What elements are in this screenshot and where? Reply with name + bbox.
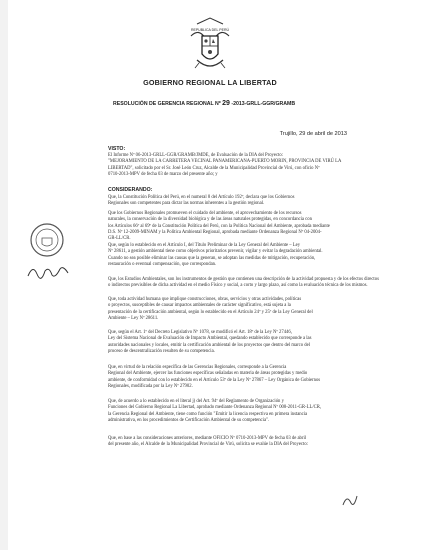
paragraph-line: Regionales, modificada por la Ley Nº 27902.: [108, 383, 193, 389]
paragraph-line: los Artículos 66º al 69º de la Constitución Política del Perú, con la Política Nacional del Ambiente, aprobada mediante: [108, 223, 330, 229]
paragraph-line: ambiente, de conformidad con lo establecido en el Artículo 53º de la Ley Nº 27867 – Ley Orgánica de Gobiernos: [108, 377, 321, 383]
body-paragraph: [108, 153, 354, 178]
resolution-prefix: RESOLUCIÓN DE GERENCIA REGIONAL Nº: [113, 101, 221, 107]
paragraph-line: restauración o eventual compensación, que correspondan.: [108, 261, 217, 267]
body-paragraph: [108, 211, 354, 242]
paragraph-line: LIBERTAD", solicitado por el Sr. José León Cruz, Alcalde de la Municipalidad Provincial de Virú, con oficio Nº: [108, 165, 320, 171]
resolution-line: [113, 100, 333, 107]
paragraph-line: Que, la Constitución Política del Perú, en el numeral 8 del Artículo 192º, declara que los Gobiernos: [108, 195, 295, 200]
paragraph-line: administrativa, en los procedimientos de Certificación Ambiental de su competencia".: [108, 417, 270, 423]
page-title: GOBIERNO REGIONAL LA LIBERTAD: [143, 78, 277, 87]
paragraph-line: Que los Gobiernos Regionales promueven el cuidado del ambiente, el aprovechamiento de los recursos: [108, 211, 302, 216]
paragraph-line: o proyectos, susceptibles de causar impactos ambientales de carácter significativo, está sujeta a la: [108, 303, 291, 309]
paragraph-line: El Informe Nº 06-2013-GRLL-GGR/GRAMB/JMDE, de Evaluación de la DIA del Proyecto:: [108, 153, 283, 158]
paragraph-line: Regionales son competentes para dictar las normas inherentes a la gestión regional.: [108, 201, 265, 207]
paragraph-line: autoridades nacionales y locales, emitir la certificación ambiental de los proyectos que dentro del marco del: [108, 342, 311, 348]
paragraph-line: Ley del Sistema Nacional de Evaluación de Impacto Ambiental, quedando establecido que corresponde a las: [108, 336, 312, 342]
body-paragraph: [108, 365, 354, 390]
paragraph-line: Cuando no sea posible eliminar las causas que la generan, se adoptan las medidas de mitigación, recuperación,: [108, 255, 316, 261]
coat-of-arms-icon: [187, 14, 233, 76]
paragraph-line: Que, según el Art. 1º del Decreto Legislativo Nº 1078, se modificó el Art. 18º de la Ley Nº 27446,: [108, 330, 292, 335]
resolution-suffix: -2013-GRLL-GGR/GRAMB: [231, 101, 296, 107]
document-date: Trujillo, 29 de abril de 2013: [279, 131, 347, 137]
body-paragraph: [108, 195, 354, 208]
body-paragraph: [108, 399, 354, 424]
paragraph-line: Que, toda actividad humana que implique construcciones, obras, servicios y otras actividades, políticas: [108, 297, 302, 302]
paragraph-line: o indirectos previsibles de dicha actividad en el medio Físico y social, a corto y largo plazo, así como la evaluación técnica de los mismos.: [108, 283, 368, 289]
paragraph-line: presentación de la certificación ambiental, según lo establecido en el Artículo 24º y 25º de la Ley General del: [108, 309, 313, 315]
paragraph-line: 0710-2013-MPV de fecha 03 de marzo del presente año; y: [108, 171, 218, 177]
handwritten-signature: [25, 262, 71, 282]
paragraph-line: naturales, la conservación de la diversidad biológica y de las áreas naturales protegidas, en concordancia con: [108, 217, 312, 223]
body-paragraph: [108, 277, 379, 290]
body-paragraph: [108, 297, 354, 322]
crest-caption: REPUBLICA DEL PERÚ: [191, 28, 229, 32]
considerando-heading: CONSIDERANDO:: [108, 187, 153, 193]
paragraph-line: Regional del Ambiente, ejercer las funciones específicas señaladas en materia de áreas protegidas y medio: [108, 371, 308, 377]
paragraph-line: Funciones del Gobierno Regional La Libertad, aprobado mediante Ordenanza Regional Nº 008-2011-GR-LL/CR,: [108, 405, 322, 411]
paragraph-line: Que, en base a las consideraciones anteriores, mediante OFICIO Nº 0710-2013-MPV de fecha 03 de abril: [108, 436, 307, 441]
paragraph-line: del presente año, el Alcalde de la Municipalidad Provincial de Virú, solicita se evalúe la DIA del Proyecto:: [108, 442, 308, 448]
paragraph-line: "MEJORAMIENTO DE LA CARRETERA VECINAL PANAMERICANA-PUERTO MORIN, PROVINCIA DE VIRÚ LA: [108, 159, 342, 165]
paragraph-line: GR-LL/CR.: [108, 236, 131, 242]
paragraph-line: Que, los Estudios Ambientales, son los instrumentos de gestión que contienen una descripción de la actividad propuesta y de los efectos directos: [108, 277, 379, 282]
margin-initials-mark: [340, 490, 360, 510]
paragraph-line: Ambiente – Ley Nº 28611.: [108, 315, 159, 321]
paragraph-line: Nº 28611, a gestión ambiental tiene como objetivos prioritarios prevenir, vigilar y evitar la degradación ambiental.: [108, 249, 323, 255]
paragraph-line: Que, de acuerdo a lo establecido en el literal j) del Art. 94º del Reglamento de Organización y: [108, 399, 284, 404]
visto-heading: VISTO:: [108, 146, 126, 152]
paragraph-line: Que, según lo establecido en el Artículo I, del Título Preliminar de la Ley General del Ambiente – Ley: [108, 243, 301, 248]
body-paragraph: [108, 330, 354, 355]
resolution-number: 29: [222, 100, 230, 107]
body-paragraph: [108, 436, 354, 449]
body-paragraph: [108, 243, 354, 268]
scan-edge: [0, 0, 8, 550]
paragraph-line: la Gerencia Regional del Ambiente, tiene como función "Emitir la licencia respectiva en primera instancia: [108, 411, 308, 417]
paragraph-line: proceso de descentralización resulten de su competencia.: [108, 348, 215, 354]
paragraph-line: Que, en virtud de la relación específica de las Gerencias Regionales, corresponde a la Gerencia: [108, 365, 287, 370]
paragraph-line: D.S. Nº 12-2009-MINAM y la Política Ambiental Regional, aprobada mediante Ordenanza Regional Nº 04-2004-: [108, 229, 322, 235]
official-seal-icon: [29, 222, 65, 258]
